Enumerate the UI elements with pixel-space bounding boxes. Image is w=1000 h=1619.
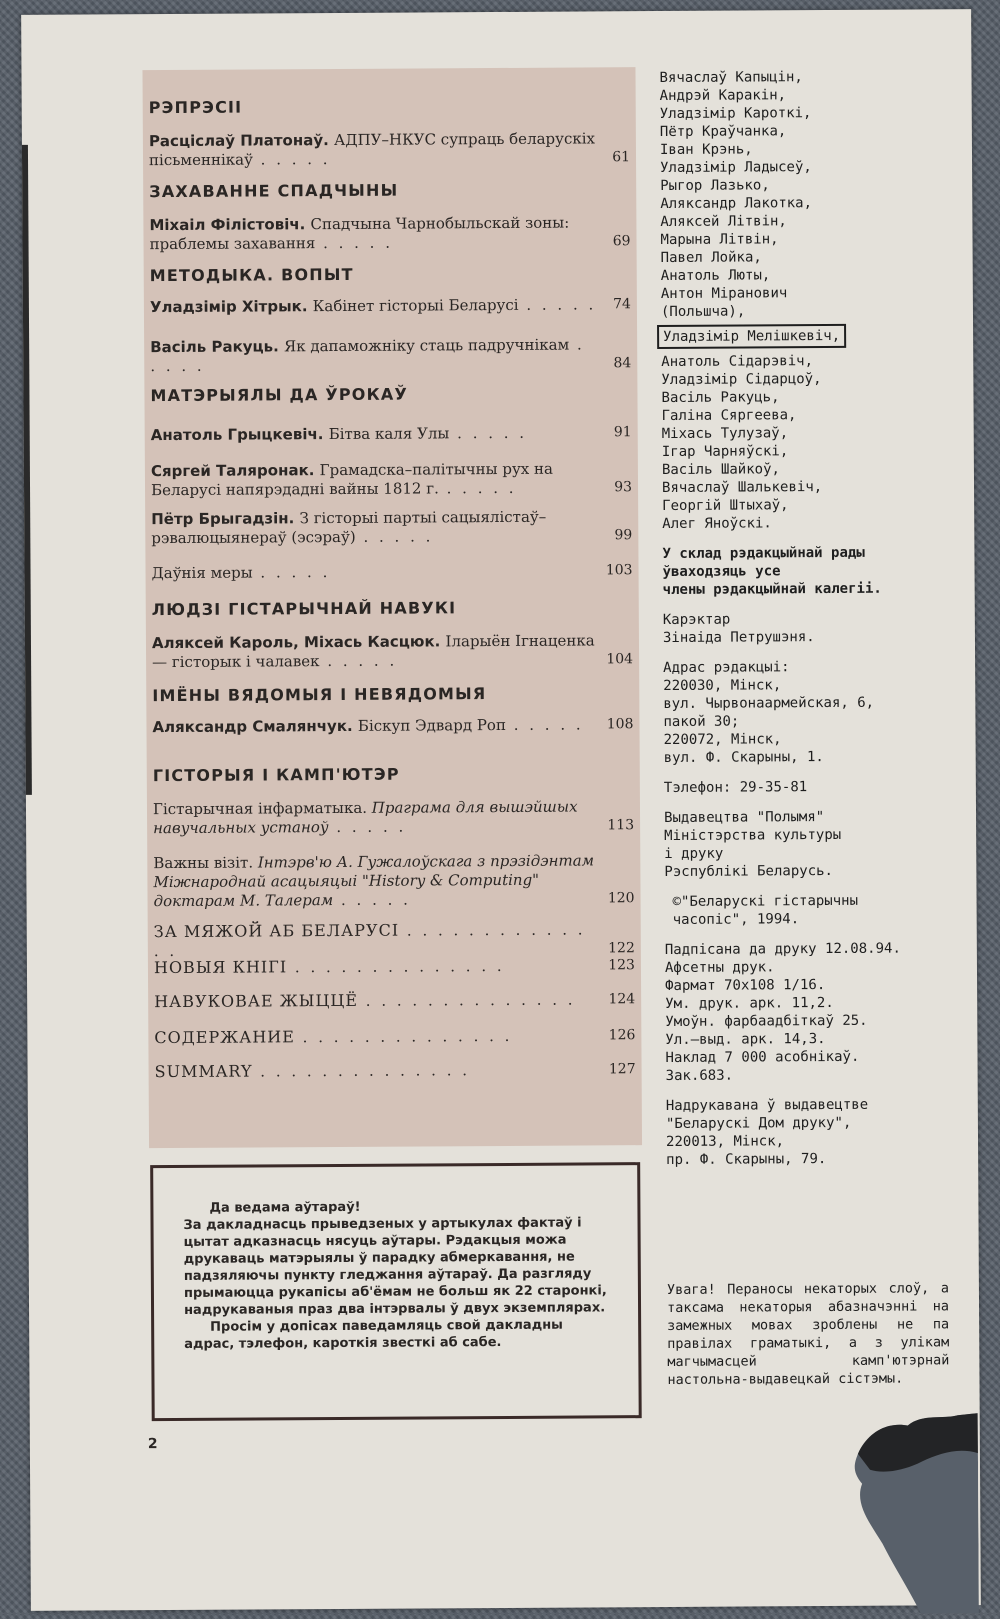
toc-entry-title: СОДЕРЖАНИЕ <box>154 1027 295 1048</box>
board-member: Галіна Сяргеева, <box>661 407 797 425</box>
toc-entry-title: Кабінет гісторыі Беларусі <box>312 295 519 316</box>
toc-entry-subtitle: Праграма для вышэйшых навучальных устаноў <box>153 797 578 838</box>
toc-page-number: 120 <box>607 890 635 907</box>
highlighted-board-member: Уладзімір Мелішкевіч, <box>657 324 846 349</box>
toc-page-number: 99 <box>614 527 633 544</box>
print-info-line: Умоўн. фарбаадбіткаў 25. <box>665 1012 868 1031</box>
toc-page-number: 113 <box>607 817 635 834</box>
print-info-line: Зак.683. <box>665 1067 734 1084</box>
address-line: пакой 30; <box>663 713 740 731</box>
publisher-line: і друку <box>664 845 724 863</box>
toc-page-number: 124 <box>608 991 636 1008</box>
corrector-line: Зінаіда Петрушэня. <box>662 629 815 647</box>
board-note-line: У склад рэдакцыйнай рады <box>662 544 865 563</box>
toc-entry-title: Важны візіт. <box>153 853 258 873</box>
print-info-line: Афсетны друк. <box>664 959 775 977</box>
toc-entry-title: Грамадска–палітычны рух на Беларусі напярэдадні вайны 1812 г. <box>150 459 553 500</box>
board-member: (Польшча), <box>660 303 746 321</box>
board-note-line: члены рэдакцыйнай калегіі. <box>662 580 882 599</box>
print-info <box>665 939 966 1085</box>
toc-entry: ЗА МЯЖОЙ АБ БЕЛАРУСІ . . . . . . . . . . . . . . 122 <box>153 920 635 961</box>
board-note <box>662 543 962 599</box>
publisher-info <box>664 807 964 881</box>
toc-entry: Анатоль Грыцкевіч. Бітва каля Улы . . . . . 91 <box>150 423 632 445</box>
table-of-contents <box>142 67 642 1148</box>
toc-entry-title: АДПУ–НКУС супраць беларускіх пісьменнікаў <box>148 129 596 170</box>
page-number: 2 <box>147 1436 158 1453</box>
toc-entry-author: Васіль Ракуць. <box>150 337 285 357</box>
corrector-line: Карэктар <box>662 611 731 629</box>
board-member: Антон Міранович <box>660 285 788 303</box>
toc-entry: Аляксей Кароль, Міхась Касцюк. Іларыён Ігнаценка — гісторык і чалавек . . . . . 104 <box>151 631 634 672</box>
toc-entry-author: Уладзімір Хітрык. <box>149 297 313 317</box>
notice-paragraph-2: Просім у допісах паведамляць свой дакладны адрас, тэлефон, кароткія звесткі аб сабе. <box>184 1317 563 1352</box>
publisher-line: Выдавецтва "Полымя" <box>664 809 825 827</box>
board-member: Аляксандр Лакотка, <box>660 195 813 213</box>
board-member: Павел Лойка, <box>660 249 762 267</box>
toc-entry-title: Даўнія меры <box>151 563 253 583</box>
toc-entry-title: Спадчына Чарнобыльскай зоны: праблемы захавання <box>149 213 570 254</box>
editorial-address <box>663 657 964 767</box>
board-member: Алег Яноўскі. <box>662 515 772 533</box>
board-member: Марына Літвін, <box>660 231 779 249</box>
toc-entry: НАВУКОВАЕ ЖЫЦЦЁ . . . . . . . . . . . . . . 124 <box>154 990 636 1012</box>
toc-entry-title: З гісторыі партыі сацыялістаў–рэвалюцыянераў (эсэраў) <box>151 507 547 548</box>
editorial-board-list-2 <box>661 351 962 533</box>
address-line: 220030, Мінск, <box>663 677 782 695</box>
print-info-line: Ум. друк. арк. 11,2. <box>665 994 834 1013</box>
toc-entry: СОДЕРЖАНИЕ . . . . . . . . . . . . . . 126 <box>154 1026 636 1048</box>
print-info-line: Падпісана да друку 12.08.94. <box>664 940 901 959</box>
toc-entry: Расціслаў Платонаў. АДПУ–НКУС супраць беларускіх пісьменнікаў . . . . . 61 <box>148 129 631 170</box>
toc-entry: Важны візіт. Інтэрв'ю А. Гужалоўскага з прэзідэнтам Міжнароднай асацыяцыі "History & Computing" доктарам М. Талерам . . . . . 120 <box>153 851 635 911</box>
toc-page-number: 123 <box>608 957 635 974</box>
toc-entry: Уладзімір Хітрык. Кабінет гісторыі Беларусі . . . . . 74 <box>149 295 631 317</box>
copyright-line: часопіс", 1994. <box>672 911 800 928</box>
toc-entry: НОВЫЯ КНІГІ . . . . . . . . . . . . . . 123 <box>153 956 635 978</box>
board-member: Андрэй Каракін, <box>659 87 787 105</box>
toc-page-number: 104 <box>606 651 634 668</box>
board-member: Аляксей Літвін, <box>660 213 787 231</box>
print-info-line: Наклад 7 000 асобнікаў. <box>665 1048 860 1066</box>
toc-entry-title: НАВУКОВАЕ ЖЫЦЦЁ <box>154 990 359 1012</box>
toc-page-number: 69 <box>612 233 631 250</box>
toc-page-number: 127 <box>608 1061 636 1078</box>
toc-entry-author: Анатоль Грыцкевіч. <box>150 425 329 445</box>
toc-entry-title: НОВЫЯ КНІГІ <box>153 957 288 978</box>
board-member: Вячаслаў Шалькевіч, <box>661 479 823 497</box>
toc-entry-subtitle: Інтэрв'ю А. Гужалоўскага з прэзідэнтам Міжнароднай асацыяцыі "History & Computing" доктарам М. Талерам <box>153 851 595 911</box>
toc-page-number: 61 <box>612 149 631 166</box>
toc-entry: Даўнія меры . . . . . 103 <box>151 562 633 583</box>
toc-section-heading: РЭПРЭСІІ <box>148 97 243 118</box>
torn-corner <box>848 1413 979 1614</box>
board-member: Георгій Штыхаў, <box>662 497 789 515</box>
toc-page-number: 84 <box>613 355 632 372</box>
printer-info <box>666 1095 966 1169</box>
copyright-info <box>665 891 965 929</box>
copyright-line: ©"Беларускі гістарычны <box>672 892 859 910</box>
board-member: Рыгор Лазько, <box>660 177 770 195</box>
board-member: Анатоль Люты, <box>660 267 771 285</box>
printer-line: "Беларускі Дом друку", <box>665 1114 852 1132</box>
toc-entry-author: Сяргей Таляронак. <box>150 461 320 481</box>
toc-page-number: 103 <box>605 562 633 579</box>
board-member: Ігар Чарняўскі, <box>661 443 789 461</box>
board-member: Васіль Шайкоў, <box>661 461 780 479</box>
editorial-column <box>659 67 966 1169</box>
address-line: 220072, Мінск, <box>663 731 782 749</box>
toc-entry-author: Пётр Брыгадзін. <box>151 509 300 529</box>
toc-section-heading: МАТЭРЫЯЛЫ ДА ЎРОКАЎ <box>150 384 409 406</box>
toc-entry: Сяргей Таляронак. Грамадска–палітычны рух на Беларусі напярэдадні вайны 1812 г. . . . . . 93 <box>150 459 633 500</box>
board-member: Вячаслаў Капыцін, <box>659 69 803 87</box>
board-member: Пётр Краўчанка, <box>659 123 787 141</box>
toc-section-heading: МЕТОДЫКА. ВОПЫТ <box>149 264 354 286</box>
toc-entry: Аляксандр Смалянчук. Біскуп Эдвард Роп . . . . . 108 <box>152 715 634 737</box>
toc-entry-title: Бітва каля Улы <box>328 424 450 444</box>
toc-entry-title: ЗА МЯЖОЙ АБ БЕЛАРУСІ <box>153 920 400 942</box>
toc-section-heading: ЛЮДЗІ ГІСТАРЫЧНАЙ НАВУКІ <box>151 598 457 620</box>
toc-entry: Пётр Брыгадзін. З гісторыі партыі сацыялістаў–рэвалюцыянераў (эсэраў) . . . . . 99 <box>151 507 633 548</box>
notice-to-authors <box>150 1162 642 1421</box>
publisher-line: Рэспублікі Беларусь. <box>664 862 834 881</box>
magazine-page <box>21 9 981 1611</box>
toc-section-heading: ЗАХАВАННЕ СПАДЧЫНЫ <box>149 180 399 202</box>
toc-entry-author: Аляксандр Смалянчук. <box>152 716 358 737</box>
notice-paragraph-1: За дакладнасць прыведзеных у артыкулах фактаў і цытат адказнасць нясуць аўтары. Рэдакцыя можа друкаваць матэрыялы ў парадку абмеркавання, не падзяляючы пункту гледжання аўтараў. Да разгляду прымаюцца рукапісы аб'ёмам не больш як 22 старонкі, надрукаваныя праз два інтэрвалы ў двух экземплярах. <box>183 1215 607 1318</box>
toc-entry-title: Як дапаможніку стаць падручнікам <box>283 335 570 356</box>
toc-page-number: 108 <box>606 716 634 733</box>
printer-line: Надрукавана ў выдавецтве <box>665 1096 869 1114</box>
board-member: Васіль Ракуць, <box>661 389 780 407</box>
toc-section-heading: ГІСТОРЫЯ І КАМП'ЮТЭР <box>152 764 400 786</box>
toc-entry-author: Расціслаў Платонаў. <box>148 131 335 151</box>
board-member: Іван Крэнь, <box>659 141 753 159</box>
toc-entry-title: SUMMARY <box>154 1061 253 1082</box>
toc-entry: SUMMARY . . . . . . . . . . . . . . 127 <box>154 1061 636 1082</box>
board-member: Анатоль Сідарэвіч, <box>661 353 814 371</box>
print-info-line: Фармат 70x108 1/16. <box>665 977 826 995</box>
toc-entry-author: Аляксей Кароль, Міхась Касцюк. <box>151 632 446 653</box>
toc-page-number: 74 <box>613 296 631 313</box>
address-line: вул. Ф. Скарыны, 1. <box>663 749 824 767</box>
toc-page-number: 91 <box>613 424 632 441</box>
toc-page-number: 93 <box>614 479 633 496</box>
notice-heading: Да ведама аўтараў! <box>209 1199 361 1216</box>
board-member: Уладзімір Ладысеў, <box>660 159 812 177</box>
corrector-info <box>663 609 963 647</box>
toc-entry-title: Біскуп Эдвард Роп <box>357 715 506 735</box>
toc-page-number: 122 <box>608 940 635 957</box>
address-line: вул. Чырвонаармейская, 6, <box>663 694 875 713</box>
board-member: Уладзімір Сідарцоў, <box>661 371 822 389</box>
printer-line: 220013, Мінск, <box>665 1133 785 1150</box>
board-note-line: ўваходзяць усе <box>662 563 781 581</box>
phone-number: Тэлефон: 29-35-81 <box>663 779 808 797</box>
print-info-line: Ул.–выд. арк. 14,3. <box>665 1031 826 1048</box>
address-line: Адрас рэдакцыі: <box>663 659 790 677</box>
toc-entry: Васіль Ракуць. Як дапаможніку стаць падручнікам . . . . . 84 <box>150 335 632 376</box>
toc-entry: Міхаіл Філістовіч. Спадчына Чарнобыльскай зоны: праблемы захавання . . . . . 69 <box>149 213 631 254</box>
toc-entry-title: Іларыён Ігнаценка — гісторык і чалавек <box>152 631 595 672</box>
publisher-line: Міністэрства культуры <box>664 826 842 845</box>
toc-section-heading: ІМЁНЫ ВЯДОМЫЯ І НЕВЯДОМЫЯ <box>152 684 487 706</box>
toc-entry-author: Міхаіл Філістовіч. <box>149 215 311 235</box>
toc-entry: Гістарычная інфарматыка. Праграма для вышэйшых навучальных устаноў . . . . . 113 <box>152 797 635 838</box>
hyphenation-warning: Увага! Пераносы некаторых слоў, а таксама некаторыя абазначэнні на замежных мовах зроблены не па правілах граматыкі, а з улікам магчымасцей камп'ютэрнай настольна-выдавецкай сістэмы. <box>666 1280 950 1388</box>
board-member: Уладзімір Кароткі, <box>659 105 812 123</box>
binding-edge <box>22 145 32 795</box>
toc-entry-title: Гістарычная інфарматыка. <box>152 798 372 819</box>
editorial-board-list <box>659 67 961 321</box>
printer-line: пр. Ф. Скарыны, 79. <box>666 1151 827 1168</box>
board-member: Міхась Тулузаў, <box>661 425 789 443</box>
toc-page-number: 126 <box>608 1027 636 1044</box>
